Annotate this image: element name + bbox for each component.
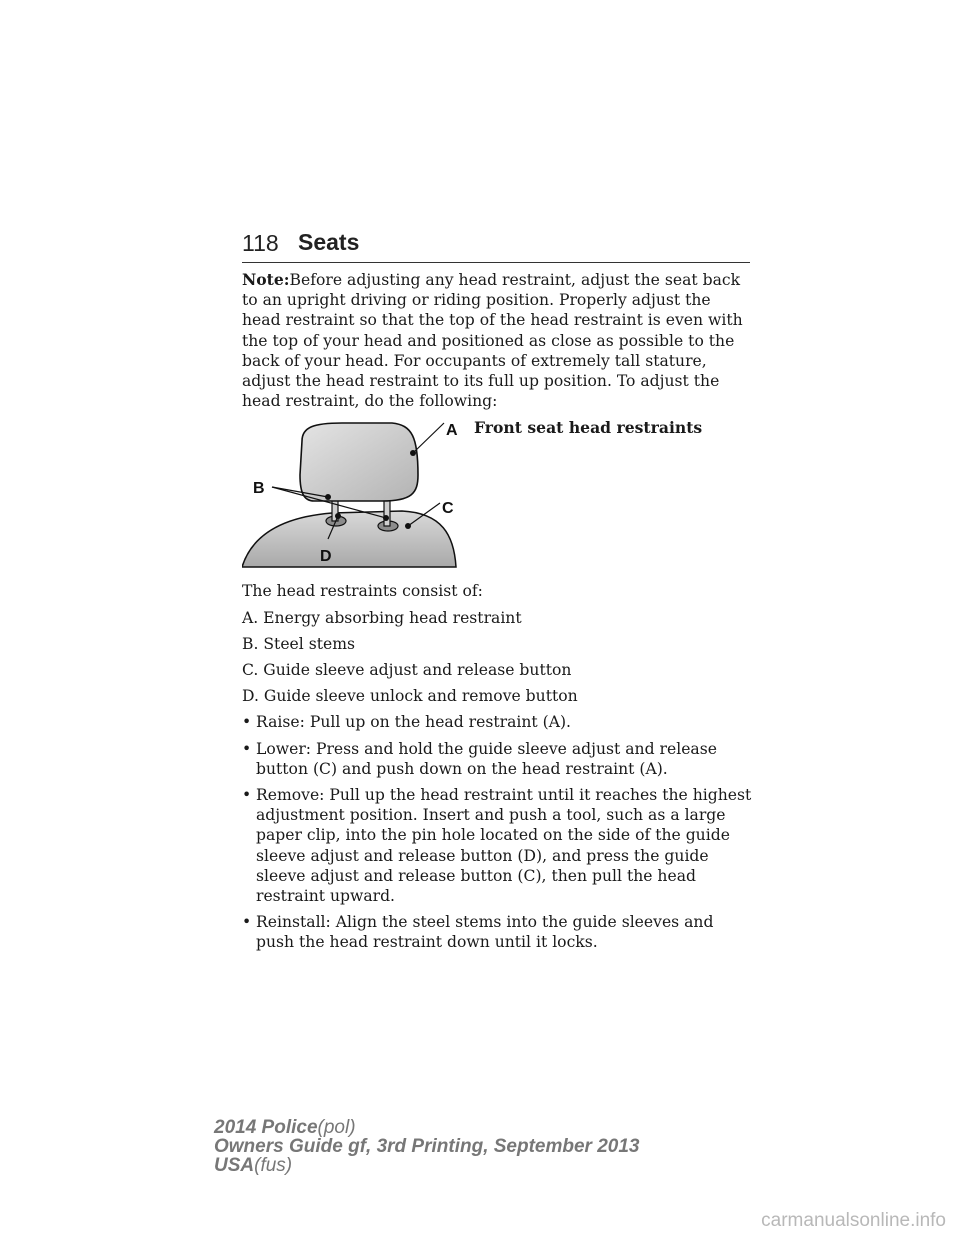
leader-dot-b2 — [383, 515, 389, 521]
leader-dot-d — [335, 513, 341, 519]
callout-a: A — [446, 422, 458, 440]
section-title: Seats — [298, 229, 360, 255]
bullet-text: Remove: Pull up the head restraint until it reaches the highest adjustment position. Insert and push a tool, such as a large paper clip, into the pin hole located on the side of the guide sleeve adjust and release button (D), and press the guide sleeve adjust and release button (C), then pull the head restraint upward. — [256, 786, 752, 906]
leader-dot-c — [405, 523, 411, 529]
footer-market-code: (fus) — [254, 1155, 293, 1176]
bullet-text: Reinstall: Align the steel stems into the guide sleeves and push the head restraint down until it locks. — [256, 913, 714, 952]
head-restraint-illustration — [242, 415, 482, 573]
watermark: carmanualsonline.info — [761, 1210, 946, 1231]
bullet-item — [242, 912, 752, 952]
component-item: A. Energy absorbing head restraint — [242, 608, 522, 627]
footer-model-code: (pol) — [317, 1117, 356, 1138]
callout-c: C — [442, 500, 454, 518]
note-paragraph — [242, 270, 752, 411]
leader-dot-a — [410, 450, 416, 456]
figure-caption: Front seat head restraints — [474, 418, 703, 438]
component-item: B. Steel stems — [242, 634, 356, 653]
bullet-symbol: • — [242, 786, 252, 805]
page-header — [242, 226, 750, 263]
footer-market: USA — [214, 1155, 255, 1176]
bullet-symbol: • — [242, 913, 252, 932]
components-intro: The head restraints consist of: — [242, 582, 483, 601]
bullet-item — [242, 739, 752, 779]
bullet-item — [242, 712, 752, 732]
page-number: 118 — [242, 230, 279, 256]
bullet-text: Lower: Press and hold the guide sleeve adjust and release button (C) and push down on the head restraint (A). — [256, 739, 717, 778]
footer-line-1 — [214, 1118, 640, 1137]
seat-back-shape — [242, 511, 456, 567]
footer-model: 2014 Police — [214, 1117, 318, 1138]
callout-b: B — [253, 480, 265, 498]
callout-d: D — [320, 548, 332, 566]
note-text: Before adjusting any head restraint, adjust the seat back to an upright driving or riding position. Properly adjust the head restraint so that the top of the head restraint is even with the top of your head and positioned as close as possible to the back of your head. For occupants of extremely tall stature, adjust the head restraint to its full up position. To adjust the head restraint, do the following: — [242, 271, 743, 411]
bullet-text: Raise: Pull up on the head restraint (A). — [256, 713, 572, 732]
bullet-item — [242, 785, 752, 906]
document-footer — [214, 1118, 640, 1175]
leader-dot-b1 — [325, 494, 331, 500]
head-restraint-figure — [242, 415, 752, 573]
footer-line-2: Owners Guide gf, 3rd Printing, September 2013 — [214, 1136, 640, 1157]
head-restraint-shape — [300, 423, 418, 501]
component-item: D. Guide sleeve unlock and remove button — [242, 687, 578, 706]
page-body — [242, 270, 752, 953]
bullet-symbol: • — [242, 713, 252, 732]
bullet-symbol: • — [242, 739, 252, 758]
footer-line-3 — [214, 1156, 640, 1175]
component-item: C. Guide sleeve adjust and release button — [242, 661, 572, 680]
note-label: Note: — [242, 270, 290, 289]
